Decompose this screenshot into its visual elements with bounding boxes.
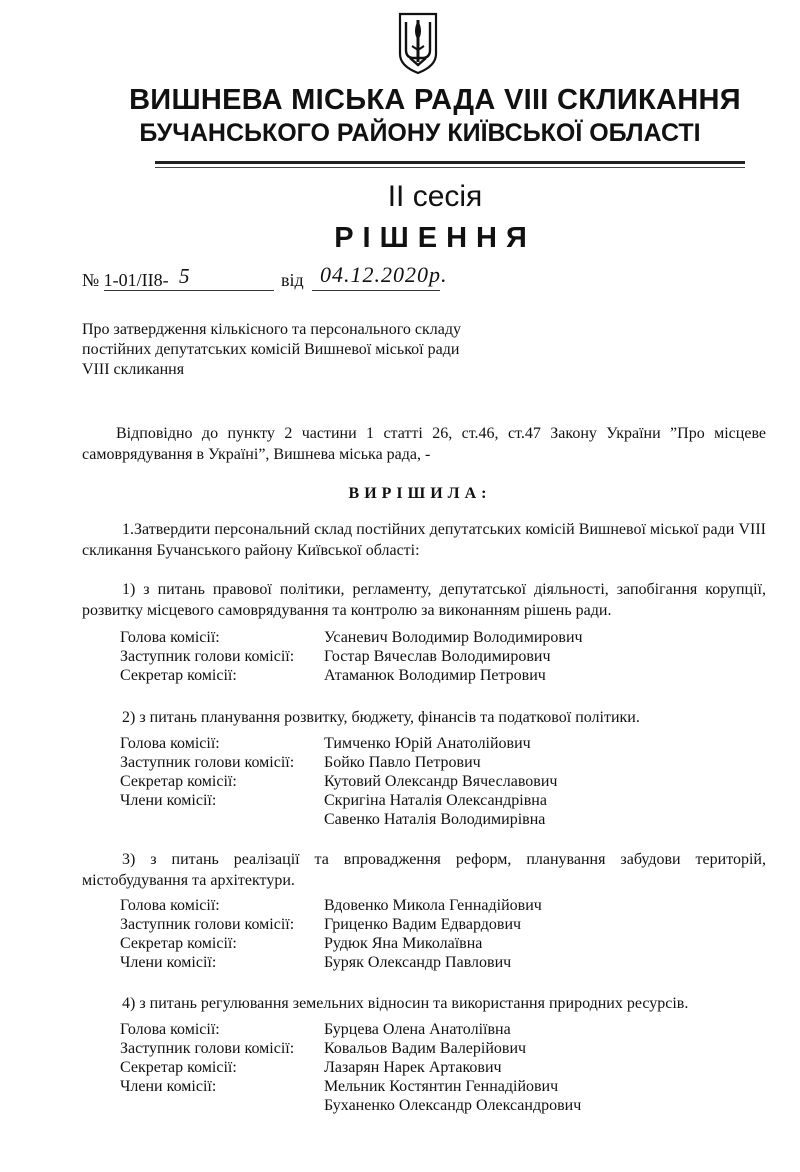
- member-name: Савенко Наталія Володимирівна: [324, 811, 546, 828]
- member-name: Бурцева Олена Анатоліївна: [324, 1021, 511, 1038]
- date-underline: [312, 290, 440, 291]
- member-name: Атаманюк Володимир Петрович: [324, 667, 546, 684]
- commission-4-members: [120, 1020, 760, 1115]
- member-row: [120, 1039, 760, 1058]
- member-role: Голова комісії:: [120, 735, 220, 752]
- commission-2-members: [120, 734, 760, 829]
- member-name: Буханенко Олександр Олександрович: [324, 1097, 582, 1114]
- member-role: Голова комісії:: [120, 1021, 220, 1038]
- member-name: Кутовий Олександр Вячеславович: [324, 773, 558, 790]
- member-row: [120, 810, 760, 829]
- header-rule-thick: [155, 161, 745, 164]
- member-role: Секретар комісії:: [120, 1059, 237, 1076]
- member-role: Заступник голови комісії:: [120, 916, 295, 933]
- member-row: [120, 1058, 760, 1077]
- preamble-paragraph: Відповідно до пункту 2 частини 1 статті 26, ст.46, ст.47 Закону України ”Про місцеве самоврядування в Україні”, Вишнева міська рада, -: [82, 425, 766, 463]
- member-role: Секретар комісії:: [120, 667, 237, 684]
- member-name: Рудюк Яна Миколаївна: [324, 935, 483, 952]
- member-row: [120, 647, 760, 666]
- member-name: Лазарян Нарек Артакович: [324, 1059, 502, 1076]
- member-row: [120, 934, 760, 953]
- member-row: [120, 753, 760, 772]
- decision-date-handwritten: 04.12.2020р.: [320, 262, 448, 287]
- commission-2-title: 2) з питань планування розвитку, бюджету, фінансів та податкової політики.: [122, 709, 640, 726]
- decision-title: РІШЕННЯ: [334, 222, 536, 254]
- member-row: [120, 791, 760, 810]
- member-role: Секретар комісії:: [120, 935, 237, 952]
- member-row: [120, 953, 760, 972]
- member-row: [120, 772, 760, 791]
- trident-emblem-icon: [396, 10, 440, 76]
- member-row: [120, 1096, 760, 1115]
- number-underline: [104, 290, 274, 291]
- member-name: Ковальов Вадим Валерійович: [324, 1040, 527, 1057]
- commission-4-title: 4) з питань регулювання земельних відносин та використання природних ресурсів.: [122, 995, 689, 1012]
- commission-3-title: 3) з питань реалізації та впровадження реформ, планування забудови територій, містобудування та архітектури.: [82, 851, 766, 889]
- commission-1-title: 1) з питань правової політики, регламенту, депутатської діяльності, запобігання корупції, розвитку місцевого самоврядування та контролю за виконанням рішень ради.: [82, 581, 766, 619]
- member-row: [120, 628, 760, 647]
- member-name: Гостар Вячеслав Володимирович: [324, 648, 551, 665]
- member-role: Члени комісії:: [120, 954, 217, 971]
- member-name: Буряк Олександр Павлович: [324, 954, 512, 971]
- decision-number-line: [82, 262, 502, 294]
- commission-1-members: [120, 628, 760, 685]
- member-role: Секретар комісії:: [120, 773, 237, 790]
- member-role: Голова комісії:: [120, 629, 220, 646]
- member-role: Голова комісії:: [120, 897, 220, 914]
- decision-subject: Про затвердження кількісного та персонального складу постійних депутатських комісій Вишневої міської ради VIII скликання: [82, 321, 461, 378]
- member-name: Скригіна Наталія Олександрівна: [324, 792, 547, 809]
- member-name: Усаневич Володимир Володимирович: [324, 629, 583, 646]
- member-name: Бойко Павло Петрович: [324, 754, 481, 771]
- member-role: Заступник голови комісії:: [120, 1040, 295, 1057]
- council-district: БУЧАНСЬКОГО РАЙОНУ КИЇВСЬКОЇ ОБЛАСТІ: [139, 119, 701, 147]
- member-row: [120, 1020, 760, 1039]
- header-rule-thin: [155, 167, 745, 168]
- member-name: Мельник Костянтин Геннадійович: [324, 1078, 559, 1095]
- member-row: [120, 666, 760, 685]
- member-role: Заступник голови комісії:: [120, 754, 295, 771]
- member-row: [120, 915, 760, 934]
- commission-3-members: [120, 896, 760, 972]
- member-row: [120, 1077, 760, 1096]
- member-role: Члени комісії:: [120, 792, 217, 809]
- council-name: ВИШНЕВА МІСЬКА РАДА VIII СКЛИКАННЯ: [129, 84, 741, 116]
- session-title: ІІ сесія: [387, 180, 483, 213]
- item-1-paragraph: 1.Затвердити персональний склад постійних депутатських комісій Вишневої міської ради VIII скликання Бучанського району Київської області:: [82, 521, 766, 559]
- member-name: Вдовенко Микола Геннадійович: [324, 897, 542, 914]
- decision-number-label: № 1-01/ІІ8-: [82, 270, 169, 290]
- member-row: [120, 896, 760, 915]
- decision-number-handwritten: 5: [179, 264, 190, 288]
- member-name: Гриценко Вадим Едвардович: [324, 916, 522, 933]
- resolved-heading: ВИРІШИЛА:: [348, 485, 492, 502]
- member-row: [120, 734, 760, 753]
- date-label: від: [281, 270, 304, 290]
- member-role: Заступник голови комісії:: [120, 648, 295, 665]
- member-name: Тимченко Юрій Анатолійович: [324, 735, 531, 752]
- member-role: Члени комісії:: [120, 1078, 217, 1095]
